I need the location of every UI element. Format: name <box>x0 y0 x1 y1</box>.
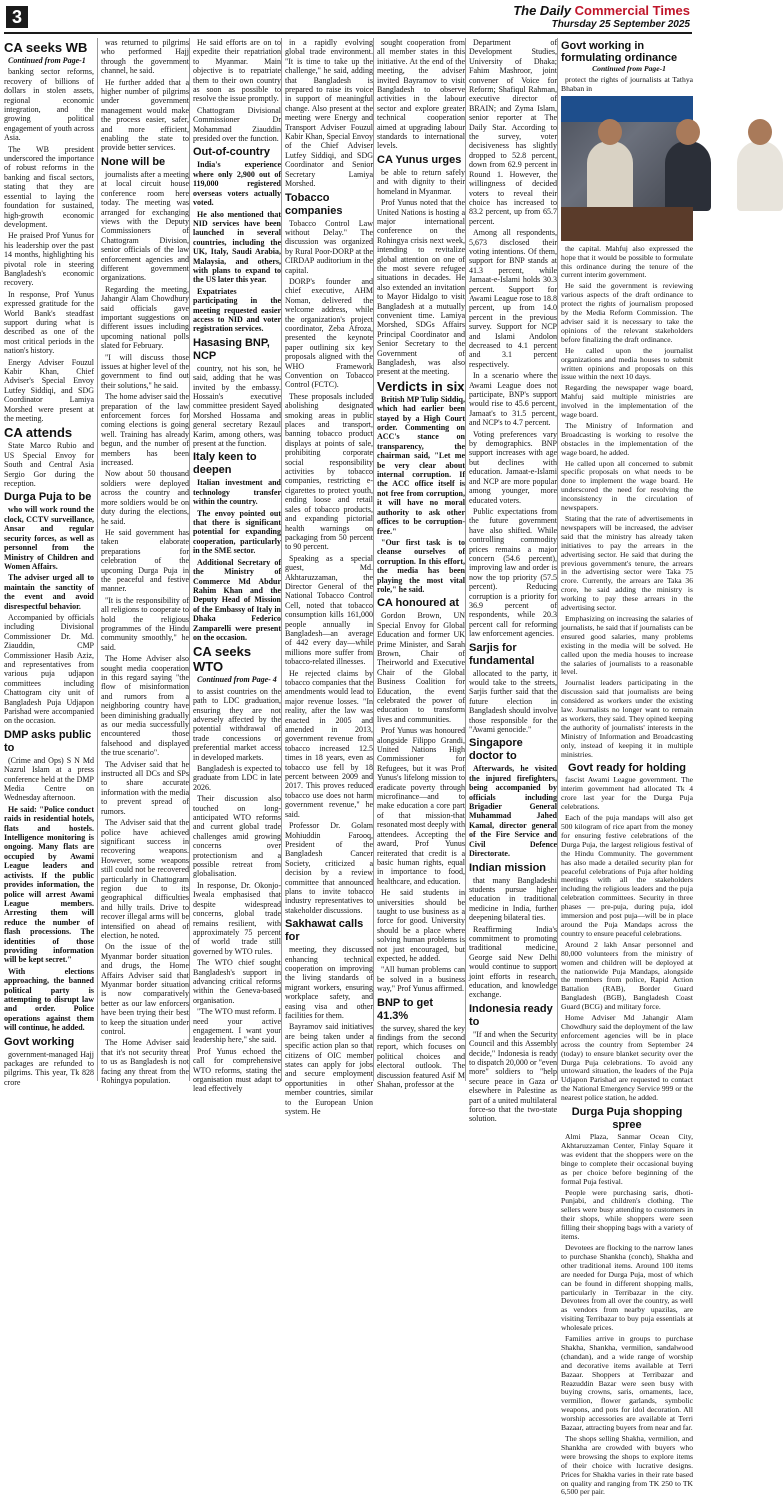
headline: CA attends <box>4 425 73 441</box>
paragraph: He said efforts are on to expedite their repatriation to Myanmar. Main objective is to repatriate them to their own country as soon as possible to resolve the issue promptly. <box>193 38 281 104</box>
paragraph: He praised Prof Yunus for his leadership over the past 14 months, highlighting his pivotal role in steering Bangladesh's economic recovery. <box>4 231 94 288</box>
column-4 <box>281 38 373 1117</box>
paragraph: Gordon Brown, UN Special Envoy for Global Education and former UK Prime Minister, and Sarah Brown, Chair of Theirworld and Executive Chair of the Global Business Coalition for Education, the event celebrated the power of education to transform lives and communities. <box>377 611 465 724</box>
paragraph: The Home Adviser said that it's not security threat to us as Bangladesh is not facing any threat from the Rohingya population. <box>101 1038 189 1086</box>
paragraph: Italian investment and technology transfer within the country. <box>193 478 281 507</box>
paragraph: Accompanied by officials including Divisional Commissioner Dr. Md. Ziauddin, CMP Commissioner Hasib Aziz, and representatives from various puja udjapon committees including Chattogram city unit of Bangladesh Puja Udjapon Parishad were accompanied on the occasion. <box>4 612 94 726</box>
headline: Govt working <box>4 1035 75 1048</box>
paragraph: Voting preferences vary by demographics. BNP support increases with age but declines with education. Jamaat-e-Islami and NCP are more popular among younger, more educated voters. <box>469 429 557 505</box>
columns <box>4 38 693 1497</box>
paragraph: Energy Adviser Fouzul Kabir Khan, Chief Adviser's Special Envoy Lutfey Siddiqi, and SDG Coordinator Lamiya Morshed were present at the meeting. <box>4 357 94 424</box>
paragraph: Devotees are flocking to the narrow lanes to purchase Shankha (conch), Shakha and other traditional items. Around 100 items are needed for Durga Puja, most of which can be found in different shopping malls, particularly in Terribazar in the city. Devotees from all over the country, as well as vendors from nearby upazilas, are visiting Terribazar to buy puja essentials at wholesale prices. <box>561 1242 693 1333</box>
paragraph: protect the rights of journalists at Tathya Bhaban in <box>561 74 693 93</box>
paragraph: banking sector reforms, recovery of billions of dollars in stolen assets, regional economic integration, and the growing political engagement of youth across Asia. <box>4 67 94 143</box>
paragraph: Stating that the rate of advertisements in newspapers will be increased, the adviser said that the ministry has already taken initiatives to pay the arrears in the advertising sector. He said that during the previous government's tenure, the arrears in the advertising sector were Taka 75 crore. Currently, the arrears are Taka 36 crore, he said adding the ministry is working to pay these arrears in the advertising sector. <box>561 514 693 613</box>
headline: CA Yunus urges <box>377 153 462 166</box>
paragraph: be able to return safely and with dignity to their homeland in Myanmar. <box>377 167 465 196</box>
paragraph: He said students in universities should be taught to use business as a force for good. University should be a place where solving human problems is not just encouraged, but expected, he added. <box>377 888 465 963</box>
paragraph: Speaking as a special guest, Md. Akhtaruzzaman, the Director General of the National Tobacco Control Cell, noted that tobacco consumption kills 161,000 people annually in Bangladesh—an average of 442 every day—while millions more suffer from tobacco-related illnesses. <box>285 553 373 667</box>
paragraph: The envoy pointed out that there is significant potential for expanding cooperation, particularly in the SME sector. <box>193 508 281 556</box>
paragraph: With elections approaching, the banned political party is attempting to disrupt law and order. Police operations against them will continue, he added. <box>4 966 94 1033</box>
newspaper-page <box>4 3 693 1497</box>
paragraph: He said: "Police conduct raids in residential hotels, flats and hostels. Intelligence monitoring is ongoing. Many flats are occupied by Awami League leaders and activists. If the public provides information, the police will arrest Awami League members. Arresting them will reduce the number of flash processions. The identities of those providing information will be kept secret." <box>4 804 94 965</box>
paragraph: People were purchasing saris, dhoti-Punjabi, and children's clothing. The sellers were busy attending to customers in their shops, while shoppers were seen filling their shopping bags with a variety of items. <box>561 1187 693 1242</box>
paragraph: Public expectations from the future government have also shifted. While controlling commodity prices remains a major concern (54.6 percent), improving law and order is now the top priority (57.5 percent). Reducing corruption is a priority for 36.9 percent of respondents, while 20.3 percent call for reforming law enforcement agencies. <box>469 506 557 639</box>
paragraph: "All human problems can be solved in a business way," Prof Yunus affirmed. <box>377 965 465 994</box>
paragraph: (Crime and Ops) S N Md Nazrul Islam at a press conference held at the DMP Media Centre on Wednesday afternoon. <box>4 755 94 803</box>
person-figure <box>737 141 783 211</box>
paragraph: Tobacco Control Law without Delay." The discussion was organized by Rural Poor-DORP at the CIRDAP auditorium in the capital. <box>285 218 373 275</box>
continued-note: Continued from Page-1 <box>592 64 666 73</box>
headline: Durga Puja to be <box>4 491 92 504</box>
paragraph: Regarding the newspaper wage board, Mahfuj said multiple ministries are involved in the implementation of the wage board. <box>561 383 693 420</box>
photo-banner <box>561 96 693 122</box>
paragraph: In response, Prof Yunus expressed gratitude for the World Bank's steadfast support during what is described as one of the most critical periods in the nation's history. <box>4 289 94 356</box>
paragraph: Expatriates participating in the meeting requested easier access to NID and voter registration services. <box>193 286 281 334</box>
headline: Govt ready for holding <box>568 762 686 775</box>
person-head <box>598 119 622 145</box>
paragraph: Prof Yunus echoed the call for comprehensive WTO reforms, stating the organisation must adapt to lead effectively <box>193 1046 281 1094</box>
paragraph: that many Bangladeshi students pursue higher education in traditional medicine in India, further deepening bilateral ties. <box>469 875 557 923</box>
paragraph: The adviser urged all to maintain the sanctity of the event and avoid disrespectful behavior. <box>4 573 94 611</box>
paragraph: Afterwards, he visited the injured firefighters, being accompanied by officials including Brigadier General Muhammad Jahed Kamal, director general of the Fire Service and Civil Defence Directorate. <box>469 764 557 859</box>
headline: Durga Puja shopping spree <box>571 1106 683 1132</box>
headline: None will be <box>101 155 166 168</box>
paragraph: State Marco Rubio and US Special Envoy for South and Central Asia Sergio Gor during the reception. <box>4 441 94 489</box>
paragraph: Families arrive in groups to purchase Shakha, Shankha, vermilion, sandalwood (chandan), and a wide range of worship and decorative items available at Terri Bazaar. Shoppers at Terribazar and Reazuddin Bazar were seen busy with buying crowns, saris, ornaments, lace, vermilion, flower garlands, symbolic weapons, and pots for idol decoration. All worship accessories are available at Terri Bazaar, attracting buyers from near and far. <box>561 1334 693 1433</box>
paragraph: Emphasizing on increasing the salaries of journalists, he said that if journalists can be ensured good salaries, many problems existing in the media will be solved. He called upon the media houses to increase the salaries of journalists to a reasonable level. <box>561 613 693 677</box>
paragraph: the capital. Mahfuj also expressed the hope that it would be possible to formulate this ordinance during the tenure of the current interim government. <box>561 243 693 280</box>
paragraph: the survey, shared the key findings from the second report, which focuses on political choices and electoral outlook. The discussion featured Asif M Shahan, professor at the <box>377 1023 465 1090</box>
paragraph: The WTO chief sought Bangladesh's support in advancing critical reforms within the Geneva-based organisation. <box>193 958 281 1005</box>
paragraph: He called upon the journalist organizations and media houses to submit written opinions and proposals on this issue within the next 10 days. <box>561 345 693 382</box>
paragraph: British MP Tulip Siddiq, which had earlier been stayed by a High Court order. Commenting on ACC's stance on transparency, the chairman said, "Let me be very clear about internal corruption. If the ACC office itself is not free from corruption, it will have no moral authority to ask other offices to be corruption-free." <box>377 394 465 536</box>
headline: CA honoured at <box>377 597 460 610</box>
paragraph: Reaffirming India's commitment to promoting traditional medicine, George said New Delhi would continue to support joint efforts in research, education, and knowledge exchange. <box>469 924 557 1000</box>
headline: CA seeks WB <box>4 40 88 55</box>
headline: Singapore doctor to <box>469 737 523 763</box>
paragraph: fascist Awami League government. The interim government had allocated Tk 4 crore last year for the Durga Puja celebrations. <box>561 775 693 812</box>
headline: DMP asks public to <box>4 728 92 754</box>
paragraph: The Home Adviser also sought media cooperation in this regard saying "the flow of misinformation and rumors from a neighboring country have been diminishing gradually as our media successfully encountered those falsehood and displayed the true scenario". <box>101 654 189 758</box>
paragraph: The home adviser said the preparation of the law enforcement forces for coming elections is going well. Training has already begun, and the number of members has been increased. <box>101 392 189 468</box>
paragraph: in a rapidly evolving global trade environment. "It is time to take up the challenge," he said, adding that Bangladesh is prepared to raise its voice in support of meaningful change. Also present at the meeting were Energy and Transport Adviser Fouzul Kabir Khan, Special Envoy of the Chief Adviser Lutfey Siddiqi, and SDG Coordinator and Senior Secretary Lamiya Morshed. <box>285 38 373 189</box>
issue-date: Thursday 25 September 2025 <box>551 19 690 30</box>
column-1 <box>4 38 94 1087</box>
paragraph: Almi Plaza, Sanmar Ocean City, Akhtaruzzaman Center, Finlay Square it was evident that the shoppers were on the binge to complete their occasional buying as per choice before beginning of the formal Puja festival. <box>561 1132 693 1186</box>
continued-note: Continued from Page- 4 <box>197 675 277 685</box>
column-7 <box>557 38 693 1497</box>
headline: Govt working in formulating ordinance <box>561 40 678 64</box>
column-6 <box>465 38 557 1124</box>
paragraph: He further added that a higher number of pilgrims under government management would make the process easier, safer, and more efficient, enabling the state to provide better services. <box>101 77 189 153</box>
paragraph: The Adviser said that he instructed all DCs and SPs to share accurate information with the media to prevent spread of rumors. <box>101 759 189 816</box>
paragraph: "I will discuss those issues at higher level of the government to find out their solutions," he said. <box>101 352 189 390</box>
paragraph: Bayramov said initiatives are being taken under a specific action plan so that citizens of OIC member states can apply for jobs and secure employment opportunities in other member countries, similar to the European Union system. He <box>285 1022 373 1117</box>
paragraph: "It is the responsibility of all religions to cooperate to hold the religious programmes of the Hindu community smoothly," he said. <box>101 595 189 652</box>
paragraph: He said government has taken elaborate preparations for celebration of the upcoming Durga Puja in the peaceful and festive manner. <box>101 527 189 594</box>
paragraph: On the issue of the Myanmar border situation and drugs, the Home Affairs Adviser said that Myanmar border situation is now comparatively better as our law enforcers have been trying their best to keep the situation under control. <box>101 942 189 1037</box>
paragraph: meeting, they discussed enhancing technical cooperation on improving the living standards of migrant workers, ensuring workplace safety, and easing visa and other facilities for them. <box>285 945 373 1020</box>
column-5 <box>373 38 465 1090</box>
paragraph: sought cooperation from all member states in this initiative. At the end of the meeting, the adviser invited Bayramov to visit Bangladesh to observe activities in the labour sector and explore greater technical cooperation aimed at upgrading labour standards to international levels. <box>377 38 465 151</box>
paragraph: Prof Yunus noted that the United Nations is hosting a major international conference on the Rohingya crisis next week, intending to revitalize global attention on one of the most severe refugee situations in decades. He also extended an invitation to Mayor Hidalgo to visit Bangladesh at a mutually convenient time. Lamiya Morshed, SDGs Affairs Principal Coordinator and Senior Secretary to the Government of Bangladesh, was also present at the meeting. <box>377 198 465 377</box>
paragraph: DORP's founder and chief executive, AHM Noman, delivered the welcome address, while the organization's project coordinator, Zeba Afroza, presented the keynote paper outlining six key proposals aligned with the WHO Framework Convention on Tobacco Control (FCTC). <box>285 276 373 390</box>
headline: BNP to get 41.3% <box>377 996 434 1022</box>
paragraph: journalists after a meeting at local circuit house conference room here today. The meeting was arranged for exchanging views with the Deputy Commissioners of Chattogram Division, senior officials of the law enforcement agencies and different government organizations. <box>101 169 189 283</box>
continued-note: Continued from Page-1 <box>8 56 86 65</box>
paragraph: Their discussion also touched on long-anticipated WTO reforms and current global trade challenges amid growing concerns over protectionism and a possible retreat from globalisation. <box>193 794 281 879</box>
paragraph: Additional Secretary of the Ministry of Commerce Md Abdur Rahim Khan and the Deputy Head of Mission of the Embassy of Italy in Dhaka Federico Zamparelli were present on the occasion. <box>193 557 281 642</box>
headline: Indonesia ready to <box>469 1002 553 1028</box>
paragraph: Prof Yunus was honoured alongside Filippo Grandi, United Nations High Commissioner for Refugees, but it was Prof Yunus's lifelong mission to eradicate poverty through microfinance—and to make education a core part of that mission-that resonated most deeply with attendees. Accepting the award, Prof Yunus reiterated that credit is a basic human rights, equal in importance to food, healthcare, and education. <box>377 726 465 886</box>
paragraph: These proposals included abolishing designated smoking areas in public places and transport, banning tobacco product displays at points of sale, prohibiting corporate social responsibility activities by tobacco companies, restricting e-cigarettes to protect youth, ending loose and retail sales of tobacco products, and expanding pictorial health warnings on packaging from 50 percent to 90 percent. <box>285 391 373 552</box>
person-figure <box>665 141 711 211</box>
paragraph: The shops selling Shakha, vermilion, and Shankha are crowded with buyers who were browsing the shops to explore items of their choice with lucrative designs. Prices for Shakha varies in their rate based on quality and ranging from TK 250 to TK 6,500 per pair. <box>561 1434 693 1497</box>
headline: Sarjis for fundamental <box>469 641 535 667</box>
paper-name <box>513 4 690 18</box>
headline: Tobacco companies <box>285 191 343 217</box>
column-3 <box>189 38 281 1094</box>
paragraph: allocated to the party, it would take to the streets, Sarjis further said that the future election in Bangladesh should involve those responsible for the "Awami genocide." <box>469 668 557 735</box>
paragraph: to assist countries on the path to LDC graduation, ensuring they are not adversely affected by the potential withdrawal of trade concessions or preferential market access in developed markets. <box>193 686 281 762</box>
paragraph: who will work round the clock, CCTV surveillance, Ansar and regular security forces, as well as personnel from the Ministry of Children and Women Affairs. <box>4 505 94 571</box>
person-head <box>676 119 700 145</box>
paragraph: The WB president underscored the importance of robust reforms in the banking and fiscal sectors, stating that they are essential to laying the foundation for sustained, high-growth economic development. <box>4 144 94 229</box>
paragraph: Regarding the meeting, Jahangir Alam Chowdhury said officials gave important suggestions on different issues including upcoming national polls slated for February. <box>101 284 189 351</box>
masthead <box>4 4 692 34</box>
page-number: 3 <box>6 6 28 28</box>
paragraph: The Adviser said that the police have achieved significant success in recovering weapons. However, some weapons still could not be recovered particularly in Chattogram region due to its geographical difficulties and hilly trails. Drive to recover illegal arms will be intensified on ahead of election, he noted. <box>101 818 189 940</box>
paragraph: Department of Development Studies, University of Dhaka; Fahim Mashroor, joint convener of Voice for Reform; Shafiqul Rahman, executive director of BRAIN; and Zyma Islam, senior reporter at The Daily Star. According to the survey, voter decisiveness has slightly dropped to 52.8 percent, down from 62.9 percent in Round 1. However, the willingness of decided voters to reveal their choice has increased to 83.2 percent, up from 65.7 percent. <box>469 38 557 226</box>
paragraph: "Our first task is to cleanse ourselves of corruption. In this effort, the media has been playing the most vital role," he said. <box>377 537 465 594</box>
person-figure <box>587 141 633 211</box>
paragraph: He called upon all concerned to submit specific proposals on what needs to be done to implement the wage board. He underscored the need for resolving the inconsistency in the circulation of newspapers. <box>561 458 693 513</box>
headline: Out-of-country <box>193 146 270 159</box>
headline: CA seeks WTO <box>193 644 252 675</box>
paragraph: He said the government is reviewing various aspects of the draft ordinance to protect the rights of journalism proposed by the Media Reform Commission. The adviser said it is necessary to take the opinions of the relevant stakeholders before finalizing the draft ordinance. <box>561 281 693 344</box>
paragraph: government-managed Hajj packages are refunded to pilgrims. This year, Tk 828 crore <box>4 1049 94 1087</box>
paragraph: Among all respondents, 5,673 disclosed their voting intentions. Of them, support for BNP stands at 41.3 percent, while Jamaat-e-Islami holds 30.3 percent. Support for Awami League rose to 18.8 percent, up from 14.0 percent in the previous survey. Support for NCP and Islami Andolon decreased to 4.1 percent and 3.1 percent respectively. <box>469 228 557 369</box>
paper-name-prefix: The Daily <box>513 3 575 18</box>
paragraph: was returned to pilgrims who performed Hajj through the government channel, he said. <box>101 38 189 76</box>
headline: Italy keen to deepen <box>193 451 257 477</box>
meeting-photo <box>561 96 693 241</box>
paragraph: Professor Dr. Golam Mohiuddin Farooq, President of the Bangladesh Cancer Society, criticized a decision by a review committee that announced plans to invite tobacco industry representatives to stakeholder discussions. <box>285 821 373 915</box>
person-head <box>748 119 772 145</box>
paragraph: "The WTO must reform. I need your active engagement. I want your leadership here," she said. <box>193 1007 281 1045</box>
photo-table <box>561 207 693 241</box>
headline: Verdicts in six <box>377 378 465 394</box>
paragraph: country, not his son, he said, adding that he was invited by the embassy. Hossain's executive committee president Sayed Morshed Hossama and general secretary Rezaul Karim, among others, was present at the function. <box>193 363 281 449</box>
paragraph: Each of the puja mandaps will also get 500 kilogram of rice apart from the money for ensuring festive celebrations of the Durga Puja, the largest religious festival of the Hindu Community. The government has also made a detailed security plan for peaceful celebrations of Puja after holding meetings with all the stakeholders including the religious leaders and the puja celebration committees. Security in three phases — pre-puja, during puja, idol immersion and post puja—will be in place around the Puja Mandaps across the country to ensure peaceful celebrations. <box>561 813 693 938</box>
paragraph: India's experience where only 2,900 out of 119,000 registered overseas voters actually voted. <box>193 160 281 208</box>
paragraph: In a scenario where the Awami League does not participate, BNP's support would rise to 45.6 percent, Jamaat's to 31.5 percent, and NCP's to 4.7 percent. <box>469 371 557 428</box>
headline: Sakhawat calls for <box>285 918 364 944</box>
paragraph: Journalist leaders participating in the discussion said that journalists are being considered as workers under the existing law. Journalists no longer want to remain as workers, they said. They opined keeping the authority of journalists' interests in the Ministry of Information and Broadcasting only, instead of keeping it in multiple ministries. <box>561 678 693 759</box>
paragraph: Now about 50 thousand soldiers were deployed across the country and more soldiers would be on duty during the elections, he said. <box>101 469 189 526</box>
column-2 <box>97 38 189 1086</box>
paragraph: He also mentioned that NID services have been launched in several countries, including the UK, Italy, Saudi Arabia, Malaysia, and others, with plans to expand to the US later this year. <box>193 209 281 285</box>
paragraph: Around 2 lakh Ansar personnel and 80,000 volunteers from the ministry of women and children will be deployed at the nationwide Puja Mandaps, alongside the members from police, Rapid Action Battalion (RAB), Border Guard Bangladesh (BGB), Bangladesh Coast Guard (BCG) and military force. <box>561 939 693 1012</box>
paragraph: In response, Dr. Okonjo-Iweala emphasised that despite widespread concerns, global trade remains resilient, with approximately 75 percent of world trade still governed by WTO rules. <box>193 880 281 956</box>
paragraph: Bangladesh is expected to graduate from LDC in late 2026. <box>193 764 281 792</box>
paper-title-block <box>513 4 690 31</box>
headline: Indian mission <box>469 861 547 874</box>
paragraph: "If and when the Security Council and this Assembly decide," Indonesia is ready to dispatch 20,000 or "even more" soldiers to "help secure peace in Gaza or elsewhere in Palestine as part of a united multilateral force-so that the two-state solution. <box>469 1029 557 1124</box>
paragraph: Home Adviser Md Jahangir Alam Chowdhury said the deployment of the law enforcement agencies will be in place across the country from September 24 (today) to ensure blanket security over the Durga Puja celebrations. To avoid any untoward situation, the leaders of the Puja Udjapon Parishad are requested to contact the National Emergency Service 999 or the nearest police station, he added. <box>561 1013 693 1103</box>
paper-name-main: Commercial Times <box>574 3 690 18</box>
paragraph: He rejected claims by tobacco companies that the amendments would lead to major revenue losses. "In reality, after the law was enacted in 2005 and amended in 2013, government revenue from tobacco increased 12.5 times in 18 years, even as tobacco use fell by 18 percent between 2009 and 2017. This proves reduced tobacco use does not harm government revenue," he said. <box>285 668 373 819</box>
paragraph: The Ministry of Information and Broadcasting is working to resolve the obstacles in the implementation of the wage board, he added. <box>561 420 693 457</box>
paragraph: Chattogram Divisional Commissioner Dr Mohammad Ziauddin presided over the function. <box>193 105 281 144</box>
headline: Hasasing BNP, NCP <box>193 336 270 362</box>
